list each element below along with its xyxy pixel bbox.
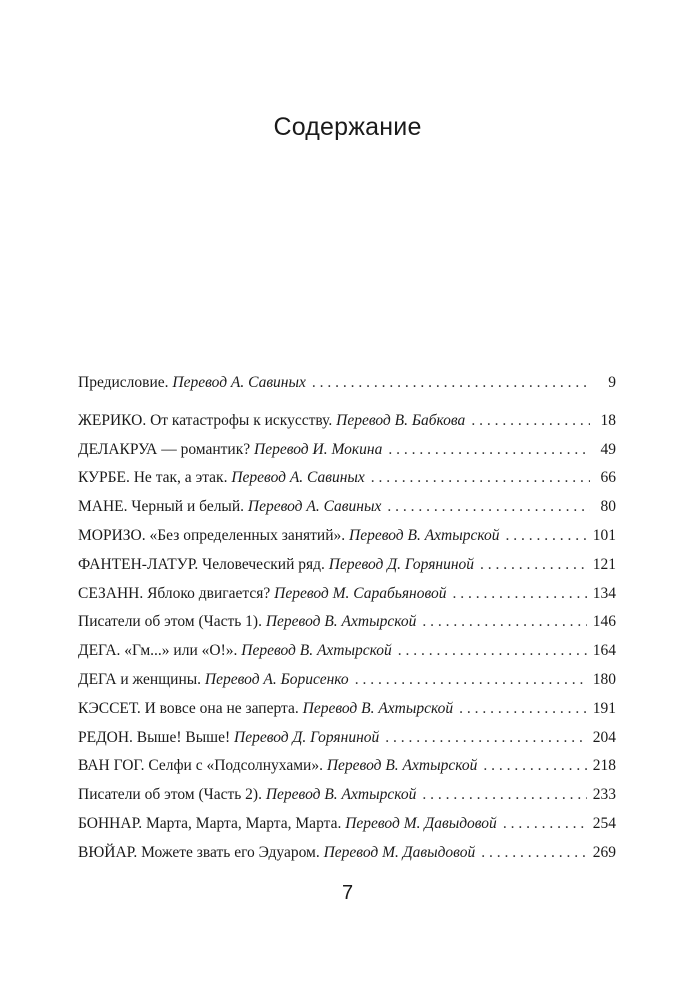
toc-entry[interactable] <box>78 410 616 439</box>
dot-leader <box>422 784 586 806</box>
toc-entry[interactable] <box>78 669 616 698</box>
toc-entry-title: ВАН ГОГ. Селфи с «Подсолнухами». Перевод В. Ахтырской <box>78 757 478 775</box>
toc-entry-translator: Перевод В. Ахтырской <box>241 642 392 660</box>
toc-entry-title: МОРИЗО. «Без определенных занятий». Перевод В. Ахтырской <box>78 526 500 544</box>
toc-entry-page: 254 <box>592 814 616 832</box>
dot-leader <box>387 496 590 518</box>
toc-entry-translator: Перевод Д. Горяниной <box>328 555 475 573</box>
toc-entry-translator: Перевод М. Давыдовой <box>345 814 497 832</box>
toc-entry[interactable] <box>78 640 616 669</box>
toc-entry-translator: Перевод В. Ахтырской <box>326 757 478 775</box>
toc-entry-page: 9 <box>608 374 616 391</box>
dot-leader <box>398 640 587 662</box>
dot-leader <box>385 727 586 749</box>
toc-entry[interactable] <box>78 842 616 871</box>
page-number: 7 <box>341 882 354 904</box>
dot-leader <box>481 842 587 864</box>
toc-entry-translator: Перевод В. Ахтырской <box>302 699 454 717</box>
toc-entry-title: ДЕЛАКРУА — романтик? Перевод И. Мокина <box>78 440 383 458</box>
toc-entry-title: СЕЗАНН. Яблоко двигается? Перевод М. Сарабьяновой <box>78 584 447 602</box>
toc-entry-translator: Перевод В. Бабкова <box>336 411 466 429</box>
toc-entry[interactable] <box>78 496 616 525</box>
dot-leader <box>388 439 590 461</box>
toc-entry[interactable] <box>78 554 616 583</box>
toc-entry[interactable] <box>78 813 616 842</box>
toc-entry-page: 66 <box>600 469 616 487</box>
page-title: Содержание <box>273 113 422 141</box>
toc-entry-title: БОННАР. Марта, Марта, Марта, Марта. Перевод М. Давыдовой <box>78 814 497 832</box>
toc-entry-page: 191 <box>592 699 616 717</box>
dot-leader <box>422 611 586 633</box>
toc-entry-translator: Перевод В. Ахтырской <box>265 786 417 804</box>
toc-entry[interactable] <box>78 467 616 496</box>
toc-entry-title: ЖЕРИКО. От катастрофы к искусству. Перевод В. Бабкова <box>78 411 466 429</box>
toc-entry[interactable] <box>78 698 616 727</box>
toc-entry-title: РЕДОН. Выше! Выше! Перевод Д. Горяниной <box>78 728 380 746</box>
toc-entry-page: 49 <box>600 440 616 458</box>
toc-entry-title: ДЕГА и женщины. Перевод А. Борисенко <box>78 670 349 688</box>
toc-entry-title: Предисловие. Перевод А. Савиных <box>78 374 306 391</box>
dot-leader <box>459 698 587 720</box>
dot-leader <box>355 669 587 691</box>
toc-entry-page: 146 <box>592 613 616 631</box>
table-of-contents <box>78 372 616 871</box>
toc-entry-translator: Перевод И. Мокина <box>254 440 383 458</box>
toc-entry-page: 121 <box>592 555 616 573</box>
toc-entry[interactable] <box>78 439 616 468</box>
toc-entry[interactable] <box>78 755 616 784</box>
toc-entry-title: ВЮЙАР. Можете звать его Эдуаром. Перевод М. Давыдовой <box>78 843 476 861</box>
dot-leader <box>471 410 590 432</box>
dot-leader <box>480 554 587 576</box>
toc-entry-page: 233 <box>592 786 616 804</box>
toc-entry-title: Писатели об этом (Часть 1). Перевод В. Ахтырской <box>78 613 417 631</box>
toc-entry-page: 218 <box>592 757 616 775</box>
toc-entry-translator: Перевод В. Ахтырской <box>265 613 417 631</box>
dot-leader <box>503 813 587 835</box>
toc-entry[interactable] <box>78 784 616 813</box>
toc-entry-title: КЭССЕТ. И вовсе она не заперта. Перевод В. Ахтырской <box>78 699 454 717</box>
toc-entry-page: 204 <box>592 728 616 746</box>
toc-entry-translator: Перевод А. Савиных <box>247 498 382 516</box>
toc-entry-translator: Перевод А. Савиных <box>172 374 306 391</box>
toc-entry-title: КУРБЕ. Не так, а этак. Перевод А. Савиных <box>78 469 365 487</box>
toc-entry-translator: Перевод Д. Горяниной <box>234 728 380 746</box>
toc-entry-title: ДЕГА. «Гм...» или «О!». Перевод В. Ахтырской <box>78 642 392 660</box>
toc-entry[interactable] <box>78 727 616 756</box>
toc-entry-translator: Перевод М. Давыдовой <box>323 843 476 861</box>
toc-entry-page: 180 <box>592 670 616 688</box>
toc-entry[interactable] <box>78 583 616 612</box>
dot-leader <box>371 467 590 489</box>
toc-entry-translator: Перевод А. Борисенко <box>204 670 349 688</box>
toc-entry-page: 80 <box>600 498 616 516</box>
toc-entry-page: 269 <box>592 843 616 861</box>
dot-leader <box>312 372 590 394</box>
toc-entry-page: 18 <box>600 411 616 429</box>
toc-entry-page: 164 <box>592 642 616 660</box>
toc-entry-translator: Перевод М. Сарабьяновой <box>274 584 447 602</box>
toc-entry-title: Писатели об этом (Часть 2). Перевод В. Ахтырской <box>78 786 417 804</box>
dot-leader <box>483 755 586 777</box>
dot-leader <box>506 525 587 547</box>
toc-entry-title: МАНЕ. Черный и белый. Перевод А. Савиных <box>78 498 382 516</box>
toc-entry-translator: Перевод В. Ахтырской <box>349 526 500 544</box>
toc-entry-page: 101 <box>592 526 616 544</box>
toc-entry-translator: Перевод А. Савиных <box>231 469 365 487</box>
toc-entry[interactable] <box>78 372 616 401</box>
dot-leader <box>453 583 587 605</box>
toc-entry[interactable] <box>78 525 616 554</box>
toc-entry[interactable] <box>78 611 616 640</box>
toc-entry-title: ФАНТЕН-ЛАТУР. Человеческий ряд. Перевод Д. Горяниной <box>78 555 475 573</box>
toc-entry-page: 134 <box>592 584 616 602</box>
